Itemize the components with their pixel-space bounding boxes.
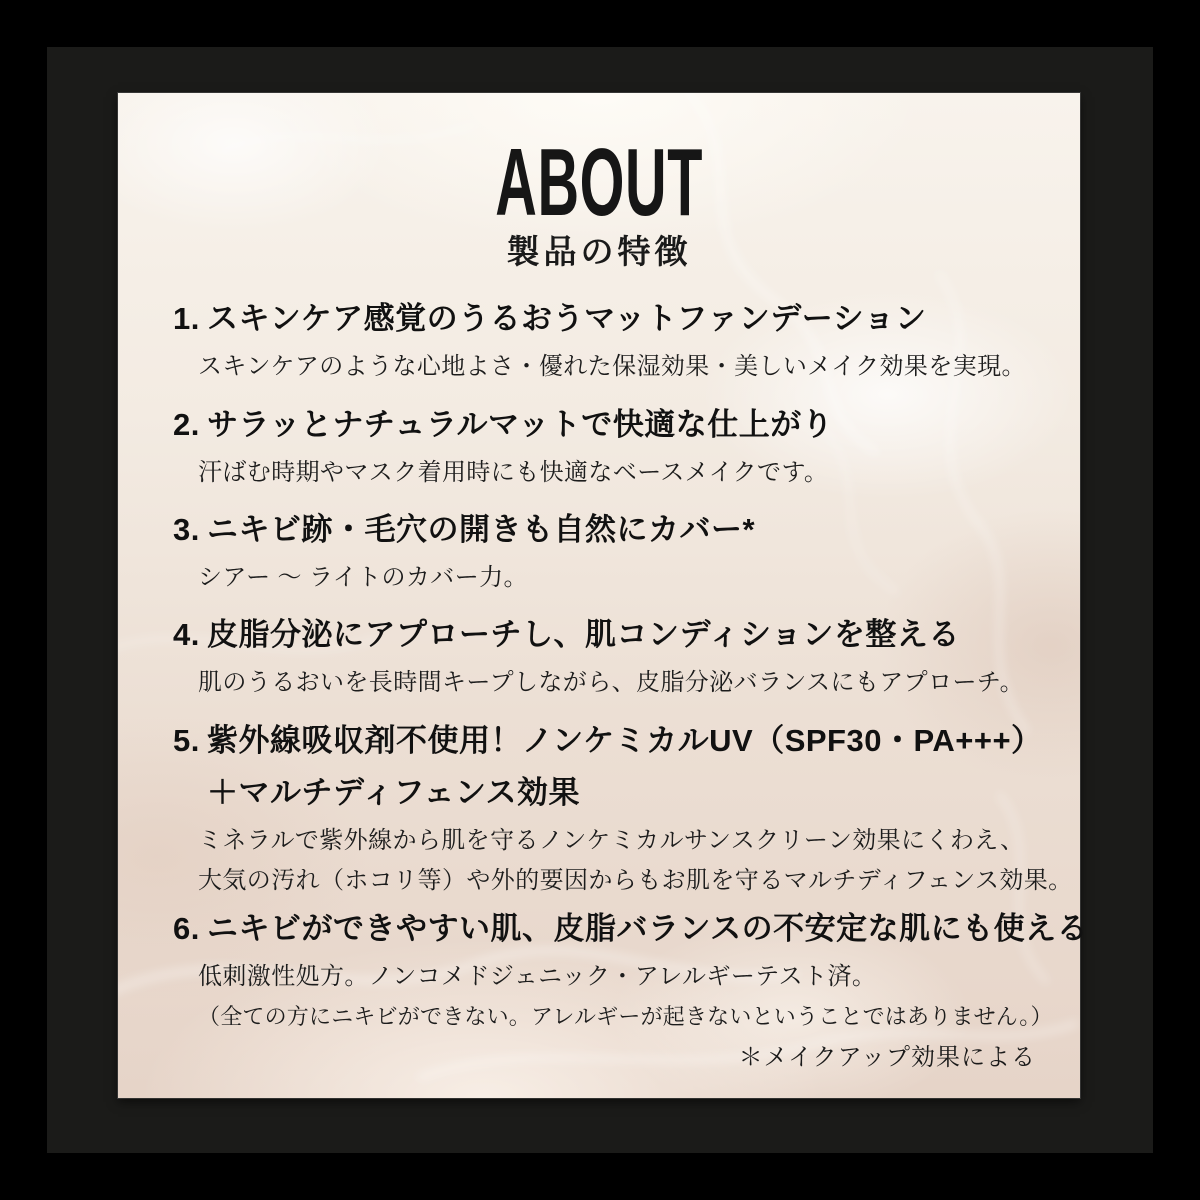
feature-body: スキンケアのような心地よさ・優れた保湿効果・美しいメイク効果を実現。 [198, 353, 1026, 380]
feature-body: 大気の汚れ（ホコリ等）や外的要因からもお肌を守るマルチディフェンス効果。 [198, 867, 1073, 894]
feature-item-1 [118, 296, 1080, 387]
feature-number: 3. [173, 512, 200, 547]
feature-body: ミネラルで紫外線から肌を守るノンケミカルサンスクリーン効果にくわえ、 [198, 827, 1025, 854]
feature-body: シアー ～ ライトのカバー力。 [198, 564, 528, 591]
feature-item-2 [118, 402, 1080, 493]
feature-body: 汗ばむ時期やマスク着用時にも快適なベースメイクです。 [198, 459, 829, 486]
feature-body: 低刺激性処方。ノンコメドジェニック・アレルギーテスト済。 [198, 963, 877, 990]
feature-item-6 [118, 906, 1089, 1035]
feature-body: 肌のうるおいを長時間キープしながら、皮脂分泌バランスにもアプローチ。 [198, 669, 1024, 696]
feature-heading [118, 507, 1080, 553]
feature-heading-text: スキンケア感覚のうるおうマットファンデーション [207, 301, 927, 336]
feature-heading-text: 皮脂分泌にアプローチし、肌コンディションを整える [207, 617, 960, 652]
asterisk-footnote: ＊メイクアップ効果による [738, 1044, 1036, 1071]
feature-item-3 [118, 507, 1080, 598]
feature-heading-line2: ＋マルチディフェンス効果 [207, 775, 581, 810]
feature-heading [118, 402, 1080, 448]
feature-number: 5. [173, 723, 200, 758]
feature-heading-text: ニキビができやすい肌、皮脂バランスの不安定な肌にも使える [207, 911, 1089, 946]
feature-number: 6. [173, 911, 200, 946]
feature-heading [118, 906, 1089, 952]
feature-item-5 [118, 718, 1080, 901]
feature-number: 2. [173, 407, 200, 442]
feature-heading [118, 612, 1080, 658]
feature-heading [118, 718, 1080, 764]
about-title-wrap [118, 129, 1080, 236]
feature-item-4 [118, 612, 1080, 703]
feature-heading-text: サラッとナチュラルマットで快適な仕上がり [207, 407, 834, 442]
feature-number: 1. [173, 301, 200, 336]
feature-heading-text: ニキビ跡・毛穴の開きも自然にカバー* [207, 512, 756, 547]
feature-number: 4. [173, 617, 200, 652]
page-subtitle: 製品の特徴 [506, 233, 692, 270]
feature-heading [118, 296, 1080, 342]
page-title: ABOUT [495, 129, 703, 236]
product-features-panel [118, 93, 1089, 1098]
panel-content [118, 93, 1089, 1098]
feature-heading-text: 紫外線吸収剤不使用！ノンケミカルUV（SPF30・PA+++） [207, 723, 1043, 758]
feature-disclaimer-note: （全ての方にニキビができない。アレルギーが起きないということではありません。） [198, 1004, 1053, 1029]
